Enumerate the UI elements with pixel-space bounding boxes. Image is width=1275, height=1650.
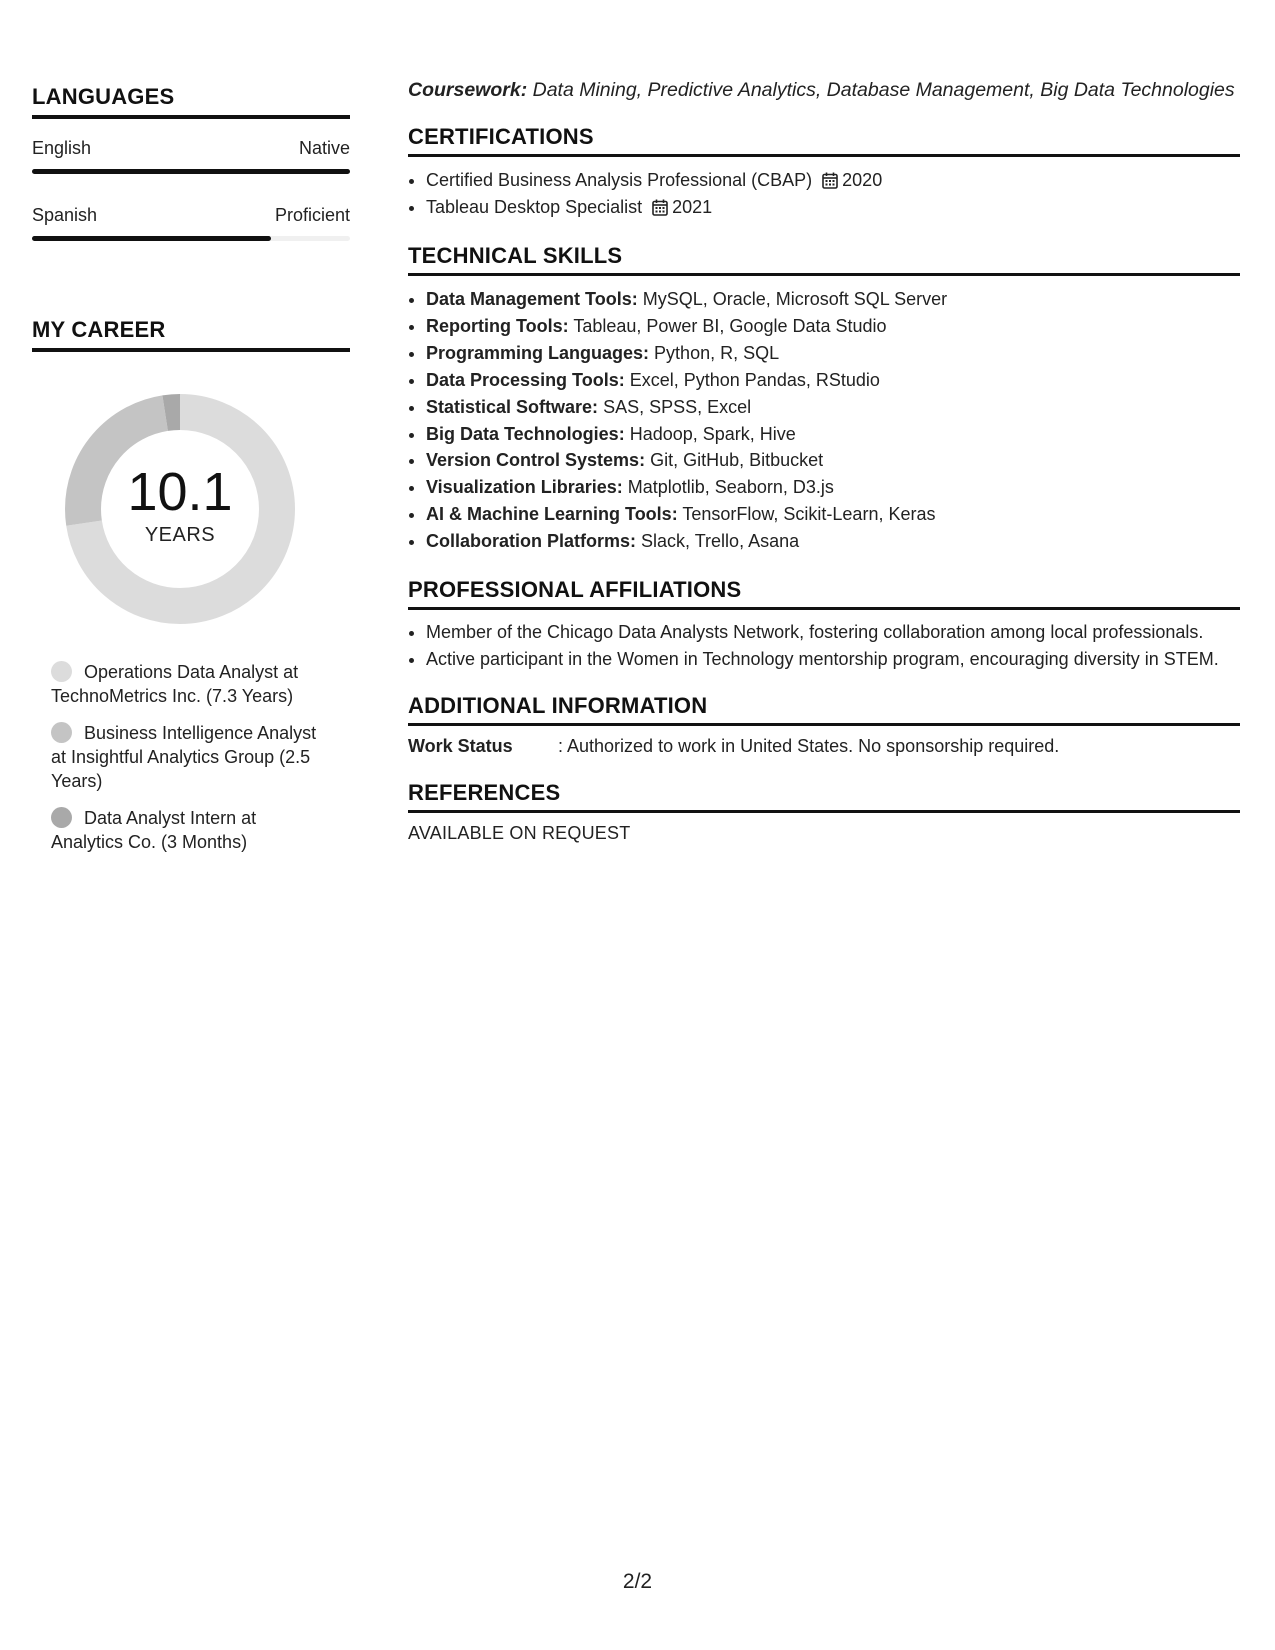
skill-item	[426, 286, 1240, 313]
skill-item	[426, 501, 1240, 528]
additional-info-section	[408, 693, 1240, 758]
language-name: English	[32, 138, 92, 158]
career-unit: YEARS	[144, 524, 216, 546]
legend-dot	[51, 807, 72, 828]
skill-label: Big Data Technologies:	[426, 423, 625, 444]
skill-value: Git, GitHub, Bitbucket	[650, 450, 824, 471]
skill-item	[426, 447, 1240, 474]
skill-item	[426, 421, 1240, 448]
skill-value: SAS, SPSS, Excel	[603, 396, 752, 417]
skill-label: Collaboration Platforms:	[426, 531, 637, 552]
skill-label: Data Management Tools:	[426, 289, 638, 309]
skill-item	[426, 394, 1240, 421]
calendar-icon	[822, 172, 838, 189]
skill-item	[426, 313, 1240, 340]
certification-year: 2021	[672, 197, 713, 217]
skill-value: Excel, Python Pandas, RStudio	[629, 369, 880, 390]
legend-dot	[51, 661, 72, 682]
references-text: AVAILABLE ON REQUEST	[408, 823, 631, 844]
legend-dot	[51, 722, 72, 743]
career-total-years: 10.1	[127, 462, 233, 522]
skill-label: Visualization Libraries:	[426, 477, 623, 498]
language-level: Proficient	[274, 205, 350, 225]
skill-value: Slack, Trello, Asana	[641, 531, 800, 552]
career-title: MY CAREER	[32, 317, 350, 352]
legend-item	[51, 721, 331, 793]
language-bar	[32, 236, 350, 241]
coursework-text: Data Mining, Predictive Analytics, Database Management, Big Data Technologies	[532, 79, 1235, 101]
legend-label: Business Intelligence Analyst at Insightful Analytics Group (2.5 Years)	[51, 723, 317, 791]
legend-item	[51, 660, 331, 708]
technical-skills-section	[408, 243, 1240, 555]
references-title: REFERENCES	[408, 780, 1240, 813]
certification-name: Certified Business Analysis Professional (CBAP)	[426, 170, 813, 190]
skill-label: Statistical Software:	[426, 396, 599, 417]
language-bar	[32, 169, 350, 174]
skill-item	[426, 367, 1240, 394]
language-level: Native	[298, 138, 350, 158]
additional-info-title: ADDITIONAL INFORMATION	[408, 693, 1240, 726]
career-section	[32, 317, 350, 854]
page-number: 2/2	[622, 1570, 653, 1593]
calendar-icon	[652, 199, 668, 216]
technical-skills-title: TECHNICAL SKILLS	[408, 243, 1240, 276]
affiliation-item: • Member of the Chicago Data Analysts Network, fostering collaboration among local professionals.	[426, 620, 1240, 644]
work-status-value: : Authorized to work in United States. No sponsorship required.	[558, 736, 1060, 757]
skill-value: Tableau, Power BI, Google Data Studio	[573, 315, 887, 336]
language-name: Spanish	[32, 205, 98, 225]
certification-year: 2020	[842, 170, 883, 190]
skill-item	[426, 474, 1240, 501]
skill-value: TensorFlow, Scikit-Learn, Keras	[682, 504, 936, 525]
legend-label: Operations Data Analyst at TechnoMetrics Inc. (7.3 Years)	[51, 662, 299, 706]
skill-value: Hadoop, Spark, Hive	[629, 423, 796, 444]
left-column	[32, 84, 350, 867]
career-donut-chart	[65, 394, 295, 624]
skill-label: AI & Machine Learning Tools:	[426, 504, 678, 525]
affiliations-section	[408, 577, 1240, 671]
affiliation-item: • Active participant in the Women in Technology mentorship program, encouraging diversity in STEM.	[426, 647, 1240, 671]
skill-value: MySQL, Oracle, Microsoft SQL Server	[642, 289, 948, 309]
career-legend	[51, 660, 331, 854]
certification-item	[426, 167, 1240, 194]
right-column	[408, 78, 1240, 844]
skill-value: Python, R, SQL	[654, 342, 780, 363]
coursework	[408, 78, 1240, 102]
language-item-english	[32, 135, 350, 174]
skill-label: Data Processing Tools:	[426, 369, 625, 390]
certification-name: Tableau Desktop Specialist	[426, 197, 643, 217]
certifications-section	[408, 124, 1240, 221]
certification-item	[426, 194, 1240, 221]
references-section	[408, 780, 1240, 844]
skill-label: Programming Languages:	[426, 342, 650, 363]
skill-label: Reporting Tools:	[426, 315, 569, 336]
work-status-label: Work Status	[408, 736, 513, 757]
skill-item	[426, 528, 1240, 555]
languages-title: LANGUAGES	[32, 84, 350, 119]
legend-item	[51, 806, 331, 854]
certifications-title: CERTIFICATIONS	[408, 124, 1240, 157]
language-item-spanish	[32, 202, 350, 241]
languages-section	[32, 84, 350, 241]
language-bar-fill	[32, 169, 350, 174]
skill-item	[426, 340, 1240, 367]
affiliations-title: PROFESSIONAL AFFILIATIONS	[408, 577, 1240, 610]
legend-label: Data Analyst Intern at Analytics Co. (3 Months)	[51, 808, 257, 852]
coursework-label: Coursework:	[408, 79, 528, 101]
skill-label: Version Control Systems:	[426, 450, 646, 471]
skill-value: Matplotlib, Seaborn, D3.js	[627, 477, 834, 498]
language-bar-fill	[32, 236, 271, 241]
